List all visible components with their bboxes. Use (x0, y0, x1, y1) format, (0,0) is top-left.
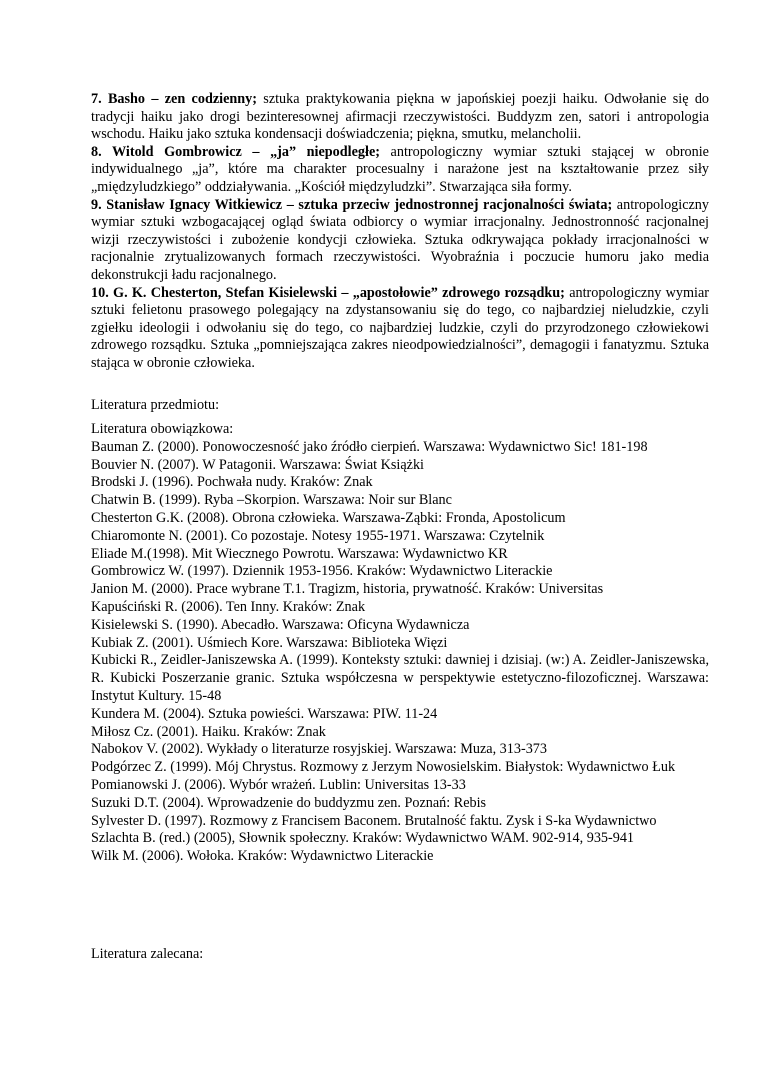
reference-item: Nabokov V. (2002). Wykłady o literaturze rosyjskiej. Warszawa: Muza, 313-373 (91, 741, 547, 758)
topic-text: antropologiczny wymiar sztuki felietonu prasowego polegający na zdystansowaniu się do tego, co najbardziej nieludzkie, czyli zgiełku ideologii i odwołaniu się do tego, co najbardziej ludzkie, czyli do przyrodzonego człowiekowi zdrowego rozsądku. Sztuka „pomniejszająca zakres nieodpowiedzialności”, demagogii i fanatyzmu. Sztuka stająca w obronie człowieka. (91, 284, 710, 371)
recommended-heading: Literatura zalecana: (91, 946, 204, 962)
topic-text: antropologiczny wymiar sztuki stającej w obronie indywidualnego „ja”, które ma charakter procesualny i narażone jest na kształtowanie przez siły „międzyludzkiego” oddziaływania. „Kościół międzyludzki”. Stwarzająca siła formy. (91, 143, 709, 195)
reference-item: Szlachta B. (red.) (2005), Słownik społeczny. Kraków: Wydawnictwo WAM. 902-914, 935-941 (91, 830, 635, 847)
reference-item: Chiaromonte N. (2001). Co pozostaje. Notesy 1955-1971. Warszawa: Czytelnik (91, 527, 545, 544)
topic-number: 9. (91, 196, 102, 213)
reference-item: Eliade M.(1998). Mit Wiecznego Powrotu. Warszawa: Wydawnictwo KR (91, 545, 508, 562)
topic-title: Basho – zen codzienny; (107, 91, 257, 107)
topic-text: sztuka praktykowania piękna w japońskiej poezji haiku. Odwołanie się do tradycji haiku jako drogi bezinteresownej afirmacji rzeczywistości. Buddyzm zen, satori i antropologia wschodu. Haiku jako sztuka kondensacji doświadczenia; piękna, smutku, melancholii. (91, 91, 710, 143)
topic-number: 10. (91, 284, 109, 301)
topic-title: Witold Gombrowicz – „ja” niepodległe; (111, 143, 380, 160)
topic-heading (91, 285, 565, 301)
reference-item: Wilk M. (2006). Wołoka. Kraków: Wydawnictwo Literackie (91, 848, 434, 865)
reference-item: Suzuki D.T. (2004). Wprowadzenie do buddyzmu zen. Poznań: Rebis (91, 794, 487, 811)
reference-item: Podgórzec Z. (1999). Mój Chrystus. Rozmowy z Jerzym Nowosielskim. Białystok: Wydawnictwo Łuk (91, 759, 676, 776)
reference-item: Kundera M. (2004). Sztuka powieści. Warszawa: PIW. 11-24 (91, 705, 438, 722)
reference-item: Bouvier N. (2007). W Patagonii. Warszawa: Świat Książki (91, 456, 424, 473)
required-literature (91, 421, 709, 866)
topic-heading (91, 197, 612, 213)
topic-heading (91, 144, 380, 160)
reference-item: Pomianowski J. (2006). Wybór wrażeń. Lublin: Universitas 13-33 (91, 776, 466, 793)
topics-list (91, 91, 709, 373)
reference-item: Kisielewski S. (1990). Abecadło. Warszawa: Oficyna Wydawnicza (91, 616, 470, 633)
reference-item: Janion M. (2000). Prace wybrane T.1. Tragizm, historia, prywatność. Kraków: Universitas (91, 581, 604, 598)
topic-title: Stanisław Ignacy Witkiewicz – sztuka przeciw jednostronnej racjonalności świata; (106, 196, 613, 213)
reference-item: Kapuściński R. (2006). Ten Inny. Kraków: Znak (91, 598, 366, 615)
topic-item (91, 197, 709, 285)
topic-item (91, 144, 709, 197)
reference-item: Gombrowicz W. (1997). Dziennik 1953-1956. Kraków: Wydawnictwo Literackie (91, 563, 553, 580)
topic-title: G. K. Chesterton, Stefan Kisielewski – „apostołowie” zdrowego rozsądku; (113, 284, 565, 301)
reference-item: Sylvester D. (1997). Rozmowy z Francisem Baconem. Brutalność faktu. Zysk i S-ka Wydawnictwo (91, 812, 657, 829)
topic-text: antropologiczny wymiar sztuki wzbogacającej ogląd świata odbiorcy o wymiar irracjonalny. Jednostronność racjonalnej wizji rzeczywistości i zubożenie kondycji człowieka. Sztuka odkrywająca pokłady irracjonalności w racjonalnie zrytualizowanych formach rzeczywistości. Wyobraźnia i poczucie humoru jako media dekonstrukcji ładu racjonalnego. (91, 196, 709, 283)
required-heading: Literatura obowiązkowa: (91, 421, 234, 437)
reference-item: Chatwin B. (1999). Ryba –Skorpion. Warszawa: Noir sur Blanc (91, 492, 452, 509)
topic-number: 8. (91, 143, 102, 160)
topic-number: 7. (91, 91, 102, 107)
reference-item: Bauman Z. (2000). Ponowoczesność jako źródło cierpień. Warszawa: Wydawnictwo Sic! 181-198 (91, 438, 648, 455)
reference-item: Brodski J. (1996). Pochwała nudy. Kraków: Znak (91, 474, 373, 491)
reference-item: Kubicki R., Zeidler-Janiszewska A. (1999). Konteksty sztuki: dawniej i dzisiaj. (w:) A. Zeidler-Janiszewska, R. Kubicki Poszerzanie granic. Sztuka współczesna w perspektywie estetyczno-filozoficznej. Warszawa: Instytut Kultury. 15-48 (91, 652, 709, 704)
reference-item: Miłosz Cz. (2001). Haiku. Kraków: Znak (91, 723, 326, 740)
topic-item (91, 285, 709, 373)
topic-item (91, 91, 709, 144)
topic-heading (91, 91, 257, 107)
literature-heading: Literatura przedmiotu: (91, 397, 220, 413)
reference-item: Chesterton G.K. (2008). Obrona człowieka. Warszawa-Ząbki: Fronda, Apostolicum (91, 509, 566, 526)
reference-item: Kubiak Z. (2001). Uśmiech Kore. Warszawa: Biblioteka Więzi (91, 634, 448, 651)
